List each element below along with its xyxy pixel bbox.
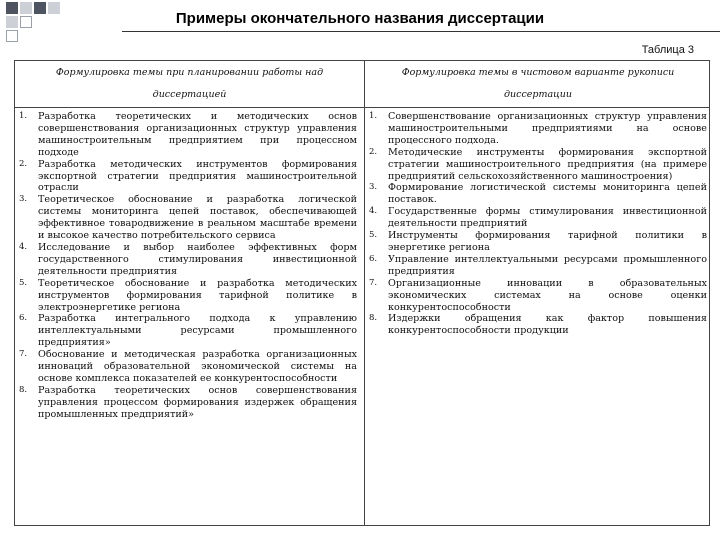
title-underline xyxy=(122,31,720,32)
list-item xyxy=(19,313,357,349)
item-number: 7. xyxy=(369,277,378,288)
item-number: 6. xyxy=(19,313,28,324)
list-item xyxy=(19,349,357,385)
item-number: 6. xyxy=(369,253,378,264)
item-number: 3. xyxy=(369,182,378,193)
list-item xyxy=(369,147,707,183)
item-number: 5. xyxy=(369,230,378,241)
list-item xyxy=(369,278,707,314)
item-text: Разработка методических инструментов формирования экспортной стратегии предприятия машиностроительной отрасли xyxy=(38,158,357,194)
item-text: Инструменты формирования тарифной политики в энергетике региона xyxy=(388,230,707,253)
item-number: 8. xyxy=(19,384,28,395)
list-item xyxy=(19,159,357,195)
item-text: Управление интеллектуальными ресурсами промышленного предприятия xyxy=(388,253,707,277)
column-header-final: Формулировка темы в чистовом варианте рукописи диссертации xyxy=(401,67,675,100)
page-title: Примеры окончательного названия диссертации xyxy=(175,9,545,27)
item-text: Разработка теоретических основ совершенствования управления процессом формирования издержек обращения промышленных предприятий» xyxy=(38,384,357,420)
column-body-final xyxy=(369,111,707,337)
item-number: 5. xyxy=(19,277,28,288)
item-number: 1. xyxy=(19,111,28,121)
item-text: Организационные инновации в образовательных экономических системах на основе оценки конкурентоспособности xyxy=(388,277,707,313)
item-text: Государственные формы стимулирования инвестиционной деятельности предприятий xyxy=(388,206,707,230)
item-text: Издержки обращения как фактор повышения конкурентоспособности продукции xyxy=(388,313,707,337)
final-list xyxy=(369,111,707,337)
item-text: Методические инструменты формирования экспортной стратегии машиностроительного предприятия (на примере предприятий сельскохозяйственного машиностроения) xyxy=(388,146,707,182)
list-item xyxy=(369,206,707,230)
item-text: Разработка теоретических и методических основ совершенствования организационных структур управления машиностроительным предприятием при процессном подходе xyxy=(38,111,357,158)
item-number: 8. xyxy=(369,313,378,324)
list-item xyxy=(369,182,707,206)
list-item xyxy=(19,385,357,421)
column-body-planning xyxy=(19,111,357,421)
list-item xyxy=(19,194,357,242)
item-text: Обоснование и методическая разработка организационных инноваций образовательной экономической системы на основе комплекса показателей ее конкурентоспособности xyxy=(38,349,357,384)
item-number: 2. xyxy=(369,146,378,157)
column-divider xyxy=(364,61,365,525)
item-text: Формирование логистической системы мониторинга цепей поставок. xyxy=(388,182,707,206)
planning-list xyxy=(19,111,357,421)
list-item xyxy=(369,254,707,278)
item-text: Теоретическое обоснование и разработка методических инструментов формирования тарифной политике в электроэнергетике региона xyxy=(38,277,357,313)
comparison-table xyxy=(14,60,710,526)
table-label: Таблица 3 xyxy=(641,44,694,56)
header-divider xyxy=(15,107,709,108)
item-number: 2. xyxy=(19,158,28,169)
list-item xyxy=(19,111,357,159)
list-item xyxy=(369,313,707,337)
column-header-planning: Формулировка темы при планировании работы над диссертацией xyxy=(55,67,324,100)
item-text: Совершенствование организационных структур управления машиностроительными предприятиями на основе процессного подхода. xyxy=(388,111,707,146)
item-text: Теоретическое обоснование и разработка логической системы мониторинга цепей поставок, обеспечивающей эффективное товародвижение в реальном масштабе времени и высокое качество потребительского сервиса xyxy=(38,194,357,242)
list-item xyxy=(19,278,357,314)
item-number: 1. xyxy=(369,111,378,121)
list-item xyxy=(369,230,707,254)
item-text: Исследование и выбор наиболее эффективных форм государственного стимулирования инвестиционной деятельности предприятия xyxy=(38,241,357,277)
list-item xyxy=(19,242,357,278)
item-number: 3. xyxy=(19,194,28,205)
list-item xyxy=(369,111,707,147)
item-number: 4. xyxy=(19,241,28,252)
item-number: 7. xyxy=(19,349,28,360)
item-text: Разработка интегрального подхода к управлению интеллектуальными ресурсами промышленного предприятия» xyxy=(38,313,357,349)
item-number: 4. xyxy=(369,206,378,217)
